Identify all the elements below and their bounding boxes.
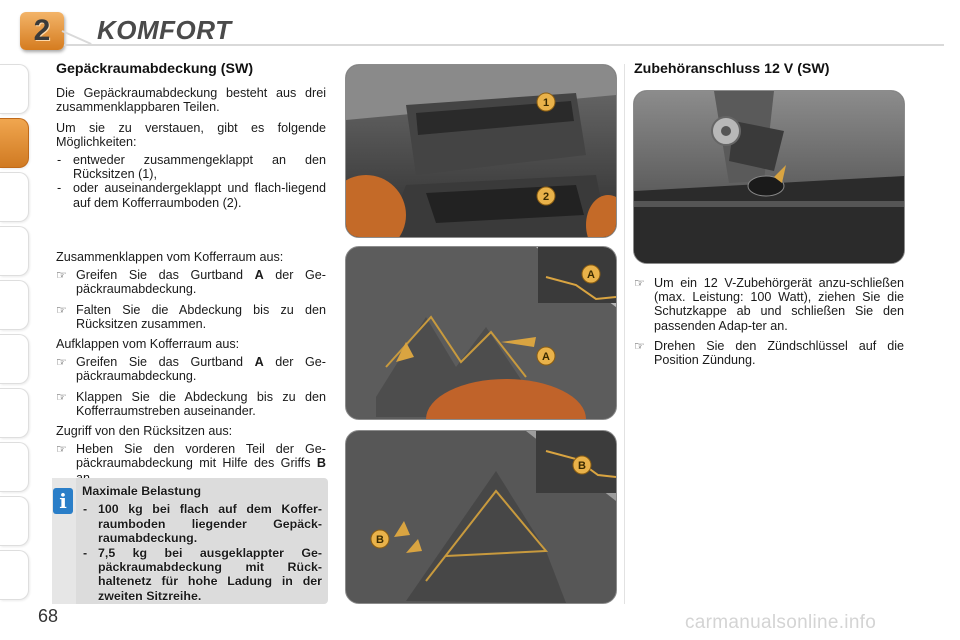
section-heading-accessory-socket: Zubehöranschluss 12 V (SW) [634,61,830,77]
fold-step-1: ☞ Greifen Sie das Gurtband A der Ge-päckraumabdeckung. [56,268,326,297]
trunk-photo-stowage [345,64,617,238]
chapter-tab-3[interactable] [0,172,29,222]
fold-step-2: ☞ Falten Sie die Abdeckung bis zu den Rücksitzen zusammen. [56,302,326,331]
fold-heading: Zusammenklappen vom Kofferraum aus: [56,250,284,264]
instructions-section [56,250,326,491]
chapter-tab-4[interactable] [0,226,29,276]
chapter-tab-9[interactable] [0,496,29,546]
accessory-socket-heading-area [634,62,904,86]
chapter-title: KOMFORT [97,15,232,45]
accessory-socket-instructions [634,276,904,373]
chapter-tab-6[interactable] [0,334,29,384]
trunk-illustration [346,65,616,237]
socket-illustration [634,91,904,263]
pointing-hand-icon: ☞ [56,389,67,404]
section-heading-luggage-cover: Gepäckraumabdeckung (SW) [56,61,254,77]
column-divider [624,64,625,604]
chapter-tab-2-active[interactable] [0,118,29,168]
watermark: carmanualsonline.info [685,612,877,633]
callout-label: A [542,351,550,363]
pointing-hand-icon: ☞ [634,276,645,290]
info-box-content [82,484,322,603]
chapter-number: 2 [33,14,51,47]
socket-step-2: ☞ Drehen Sie den Zündschlüssel auf die Position Zündung. [634,338,904,368]
unfold-step-2: ☞ Klappen Sie die Abdeckung bis zu den Kofferraumstreben auseinander. [56,389,326,418]
pointing-hand-icon: ☞ [634,338,645,353]
chapter-tab-7[interactable] [0,388,29,438]
unfold-heading: Aufklappen vom Kofferraum aus: [56,337,240,352]
info-box-item: - 100 kg bei flach auf dem Koffer-raumboden liegender Gepäck-raumabdeckung. [82,502,322,545]
callout-label: A [587,269,595,281]
option-item: - entweder zusammengeklappt an den Rücksitzen (1), [56,153,326,181]
chapter-tab-1[interactable] [0,64,29,114]
pointing-hand-icon: ☞ [56,355,67,370]
unfold-step-1: ☞ Greifen Sie das Gurtband A der Ge-päckraumabdeckung. [56,355,326,384]
rear-heading: Zugriff von den Rücksitzen aus: [56,424,233,439]
luggage-cover-section [56,62,326,210]
option-item: - oder auseinandergeklappt und flach-liegend auf dem Kofferraumboden (2). [56,181,326,209]
options-intro: Um sie zu verstauen, gibt es folgende Möglichkeiten: [56,120,326,149]
info-box-item: - 7,5 kg bei ausgeklappter Ge-päckraumabdeckung mit Rück-haltenetz für hohe Ladung in der zweiten Sitzreihe. [82,546,322,604]
chapter-badge [20,12,64,50]
trunk-photo-fold [345,246,617,420]
page-number: 68 [38,606,59,626]
chapter-tab-10[interactable] [0,550,29,600]
pointing-hand-icon: ☞ [56,302,67,317]
rear-access-illustration [346,431,616,603]
header-divider-diagonal [62,30,92,45]
fold-illustration [346,247,616,419]
trunk-photo-rear-access [345,430,617,604]
socket-step-1: ☞ Um ein 12 V-Zubehörgerät anzu-schließen (max. Leistung: 100 Watt), ziehen Sie die Schutzkappe ab und schließen Sie den passenden Adap-ter an. [634,276,904,333]
pointing-hand-icon: ☞ [56,268,67,283]
intro-text: Die Gepäckraumabdeckung besteht aus drei zusammenklappbaren Teilen. [56,86,326,115]
chapter-tab-8[interactable] [0,442,29,492]
callout-label: B [376,534,384,546]
callout-label: 1 [542,97,550,109]
info-icon: i [53,488,73,514]
socket-photo [633,90,905,264]
callout-label: B [578,460,586,472]
callout-label: 2 [542,191,550,203]
info-box-title: Maximale Belastung [82,484,202,498]
pointing-hand-icon: ☞ [56,442,67,457]
chapter-tab-5[interactable] [0,280,29,330]
chapter-tabs [0,64,36,604]
rear-step-1: ☞ Heben Sie den vorderen Teil der Ge-päckraumabdeckung mit Hilfe des Griffs B [56,442,326,471]
